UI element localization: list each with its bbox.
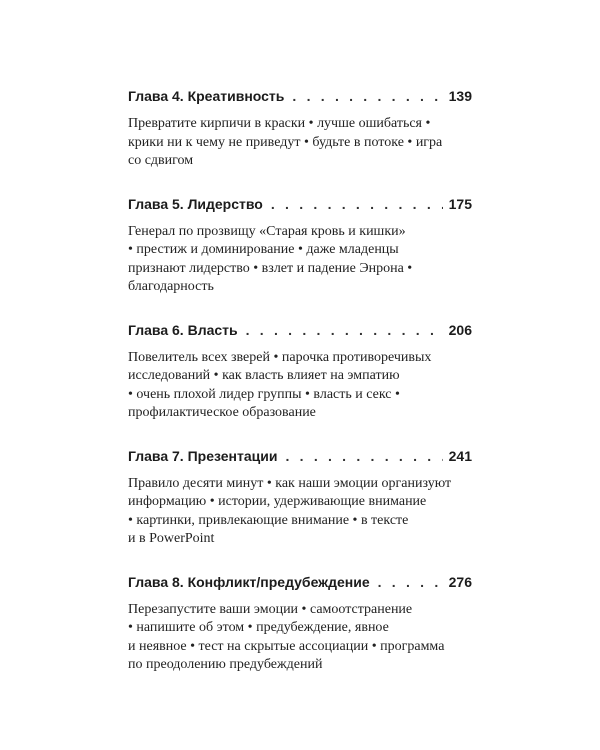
description-line: Генерал по прозвищу «Старая кровь и кишки»	[128, 223, 406, 239]
dot-leader	[246, 320, 443, 340]
description-line: и в PowerPoint	[128, 531, 215, 546]
chapter-description	[128, 349, 472, 423]
chapter-description	[128, 601, 472, 675]
chapter-title: Глава 8. Конфликт/предубеждение	[128, 573, 370, 590]
description-line: Превратите кирпичи в краски • лучше ошибаться •	[128, 116, 431, 131]
toc-entry-chapter-4[interactable]	[128, 86, 472, 171]
dot-leader	[378, 572, 443, 592]
dot-leader	[285, 446, 442, 466]
toc-entry-chapter-5[interactable]	[128, 194, 472, 297]
description-line: крики ни к чему не приведут • будьте в потоке • игра	[128, 134, 443, 150]
chapter-page-number: 139	[448, 88, 472, 104]
chapter-description	[128, 223, 472, 297]
description-line: информацию • истории, удерживающие внимание	[128, 494, 427, 509]
chapter-heading[interactable]	[128, 320, 472, 340]
toc-entry-chapter-6[interactable]	[128, 320, 472, 423]
description-line: Повелитель всех зверей • парочка противоречивых	[128, 349, 432, 365]
description-line: благодарность	[128, 279, 214, 294]
description-line: • картинки, привлекающие внимание • в тексте	[128, 512, 409, 528]
chapter-title: Глава 7. Презентации	[128, 447, 278, 464]
chapter-title: Глава 5. Лидерство	[128, 195, 263, 212]
description-line: по преодолению предубеждений	[128, 657, 323, 672]
toc-entry-chapter-7[interactable]	[128, 446, 472, 549]
description-line: • очень плохой лидер группы • власть и секс •	[128, 386, 400, 402]
chapter-heading[interactable]	[128, 86, 472, 106]
description-line: Перезапустите ваши эмоции • самоотстранение	[128, 601, 413, 617]
chapter-title: Глава 6. Власть	[128, 321, 238, 338]
chapter-page-number: 276	[448, 573, 472, 590]
toc-entry-chapter-8[interactable]	[128, 572, 472, 675]
description-line: признают лидерство • взлет и падение Энрона •	[128, 260, 413, 276]
description-line: • престиж и доминирование • даже младенцы	[128, 242, 399, 257]
chapter-page-number: 206	[448, 321, 472, 338]
description-line: профилактическое образование	[128, 405, 316, 420]
description-line: и неявное • тест на скрытые ассоциации • программа	[128, 638, 445, 654]
chapter-heading[interactable]	[128, 194, 472, 214]
description-line: • напишите об этом • предубеждение, явное	[128, 620, 389, 635]
chapter-page-number: 175	[448, 195, 472, 212]
chapter-heading[interactable]	[128, 572, 472, 592]
chapter-description	[128, 475, 472, 549]
table-of-contents	[128, 86, 472, 698]
chapter-title: Глава 4. Креативность	[128, 88, 285, 104]
chapter-heading[interactable]	[128, 446, 472, 466]
description-line: исследований • как власть влияет на эмпатию	[128, 368, 400, 383]
description-line: со сдвигом	[128, 153, 194, 168]
chapter-description	[128, 115, 472, 171]
dot-leader	[292, 86, 442, 106]
chapter-page-number: 241	[448, 447, 472, 464]
description-line: Правило десяти минут • как наши эмоции организуют	[128, 475, 452, 491]
dot-leader	[271, 194, 443, 214]
